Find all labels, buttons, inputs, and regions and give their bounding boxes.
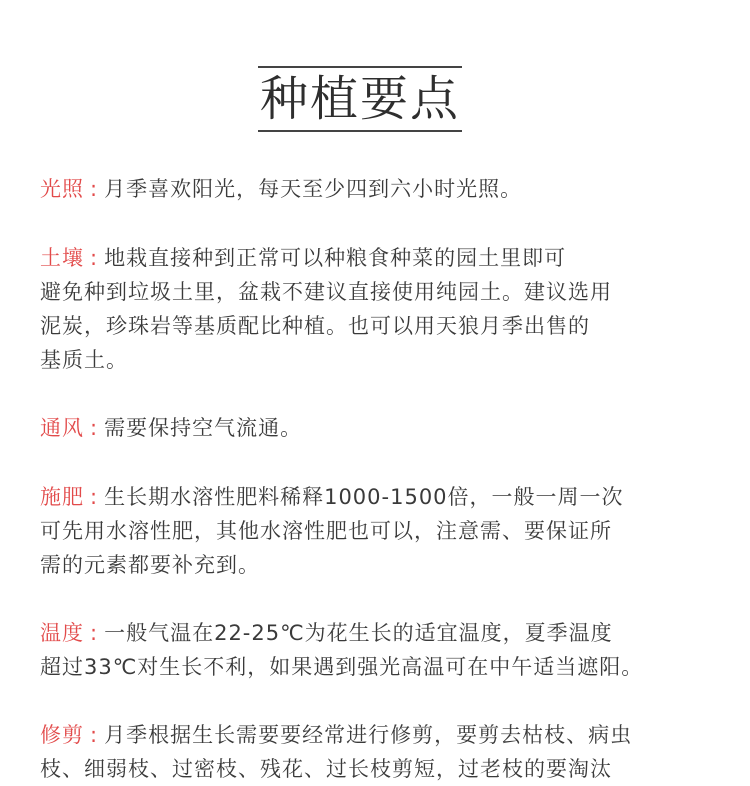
section-text: 生长期水溶性肥料稀释1000-1500倍，一般一周一次 — [104, 485, 624, 509]
section-colon: : — [90, 246, 99, 270]
section-ventilation — [40, 411, 730, 445]
section-colon: : — [90, 485, 99, 509]
page-title: 种植要点 — [258, 66, 462, 132]
section-label: 修剪 — [40, 723, 84, 747]
section-colon: : — [90, 621, 99, 645]
section-colon: : — [90, 416, 99, 440]
section-label: 通风 — [40, 416, 84, 440]
section-text: 需要保持空气流通。 — [104, 416, 303, 440]
section-text: 需的元素都要补充到。 — [40, 553, 260, 577]
section-line — [40, 480, 730, 514]
section-text: 泥炭，珍珠岩等基质配比种植。也可以用天狼月季出售的 — [40, 314, 590, 338]
section-text: 月季根据生长需要要经常进行修剪，要剪去枯枝、病虫 — [104, 723, 633, 747]
section-text: 可先用水溶性肥，其他水溶性肥也可以，注意需、要保证所 — [40, 519, 612, 543]
section-colon: : — [90, 723, 99, 747]
section-line — [40, 718, 730, 752]
section-text: 避免种到垃圾土里，盆栽不建议直接使用纯园土。建议选用 — [40, 280, 612, 304]
section-text: 基质土。 — [40, 348, 128, 372]
section-text: 月季喜欢阳光，每天至少四到六小时光照。 — [104, 177, 523, 201]
section-label: 土壤 — [40, 246, 84, 270]
section-label: 施肥 — [40, 485, 84, 509]
section-light — [40, 172, 730, 206]
section-soil — [40, 241, 730, 377]
section-label: 温度 — [40, 621, 84, 645]
section-text: 超过33℃对生长不利，如果遇到强光高温可在中午适当遮阳。 — [40, 655, 644, 679]
section-line — [40, 241, 730, 275]
section-text: 地栽直接种到正常可以种粮食种菜的园土里即可 — [104, 246, 567, 270]
section-text: 枝、细弱枝、过密枝、残花、过长枝剪短，过老枝的要淘汰 — [40, 757, 612, 781]
section-line — [40, 616, 730, 650]
section-line — [40, 172, 730, 206]
title-wrapper — [0, 66, 720, 132]
section-colon: : — [90, 177, 99, 201]
section-temperature — [40, 616, 730, 684]
section-label: 光照 — [40, 177, 84, 201]
section-text: 一般气温在22-25℃为花生长的适宜温度，夏季温度 — [104, 621, 613, 645]
section-fertilizing — [40, 480, 730, 582]
section-line — [40, 411, 730, 445]
section-pruning — [40, 718, 730, 786]
